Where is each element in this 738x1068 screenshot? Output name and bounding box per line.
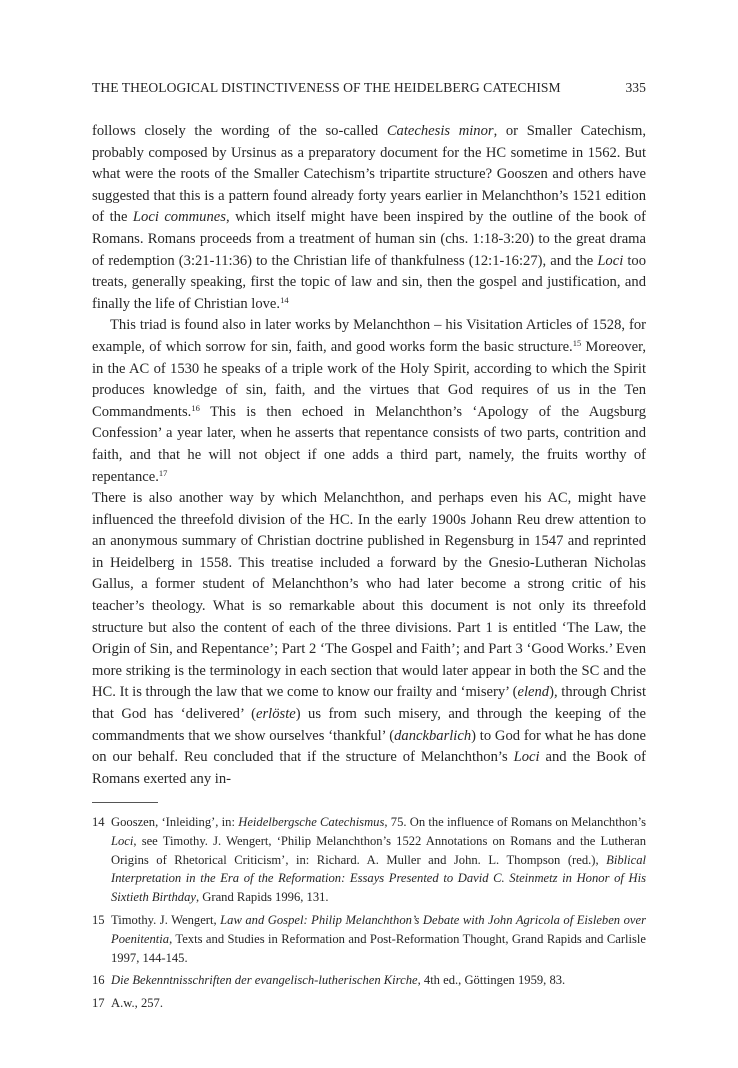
text-run: , or Smaller Catechism, probably composed by Ursinus as a preparatory document for the HC sometime in 1562. But what were the roots of the Smaller Catechism’s tripartite structure? Gooszen and others have suggested that this is a pattern found already forty years earlier in Melanchthon’s 1521 edition of the <box>92 123 646 226</box>
paragraph-2 <box>92 315 646 488</box>
footnote-16 <box>92 971 646 990</box>
italic-run: erlöste <box>256 706 296 723</box>
italic-run: Heidelbergsche Catechismus <box>238 815 385 829</box>
footnote-ref-16[interactable]: 16 <box>191 402 200 413</box>
footnote-number: 15 <box>92 912 105 927</box>
footnote-17 <box>92 994 646 1013</box>
paragraph-3 <box>92 488 646 790</box>
text-run: Moreover, in the AC of 1530 he speaks of a triple work of the Holy Spirit, according to which the Spirit produces knowledge of sin, faith, and the virtues that God requires of us in the Ten Commandments. <box>92 338 646 420</box>
text-run: , 75. On the influence of Romans on Melanchthon’s <box>384 815 646 829</box>
italic-run: Die Bekenntnisschriften der evangelisch-lutherischen Kirche <box>111 973 418 988</box>
footnote-number: 14 <box>92 815 105 829</box>
text-run: A.w., 257. <box>111 996 164 1011</box>
italic-run: danckbarlich <box>394 727 472 744</box>
text-run: , which itself might have been inspired by the outline of the book of Romans. Romans proceeds from a treatment of human sin (chs. 1:18-3:20) to the great drama of redemption (3:21-11:36) to the Christian life of thankfulness (12:1-16:27), and the <box>92 209 646 269</box>
text-run: ) to God for what he has done on our behalf. Reu concluded that if the structure of Melanchthon’s <box>92 727 646 766</box>
italic-run: Loci <box>111 833 134 848</box>
page-number: 335 <box>625 80 646 95</box>
footnote-ref-14[interactable]: 14 <box>280 294 289 305</box>
text-run: This is then echoed in Melanchthon’s ‘Apology of the Augsburg Confession’ a year later, when he asserts that repentance consists of two parts, contrition and faith, and that he will not object if one adds a third part, namely, the fruits worthy of repentance. <box>92 403 646 485</box>
italic-run: Law and Gospel: Philip Melanchthon’s Debate with John Agricola of Eisleben over Poenitentia <box>111 912 646 946</box>
text-run: , see Timothy. J. Wengert, ‘Philip Melanchthon’s 1522 Annotations on Romans and the Lutheran Origins of Rhetorical Criticism’, in: Richard. A. Muller and John. L. Thompson (red.), <box>111 833 646 867</box>
text-run: Timothy. J. Wengert, <box>111 912 221 927</box>
italic-run: Biblical Interpretation in the Era of the Reformation: Essays Presented to David C. Steinmetz in Honor of His Sixtieth Birthday <box>111 852 646 905</box>
italic-run: Catechesis minor <box>386 123 494 139</box>
paragraph-1 <box>92 121 646 315</box>
main-text <box>92 121 646 790</box>
footnote-14 <box>92 813 646 907</box>
footnotes <box>92 813 646 1017</box>
italic-run: elend <box>517 684 550 701</box>
running-title: THE THEOLOGICAL DISTINCTIVENESS OF THE HEIDELBERG CATECHISM <box>92 80 561 95</box>
text-run: too treats, generally speaking, first the topic of law and sin, then the gospel and justification, and finally the life of Christian love. <box>92 252 647 312</box>
text-run: Gooszen, ‘Inleiding’, in: <box>111 815 239 829</box>
text-run: ), through Christ that God has ‘delivered’ ( <box>92 684 647 723</box>
footnote-number: 17 <box>92 996 105 1011</box>
italic-run: Loci <box>513 749 540 766</box>
footnote-number: 16 <box>92 973 105 988</box>
footnote-ref-15[interactable]: 15 <box>572 337 582 348</box>
text-run: and the Book of Romans exerted any in- <box>92 749 646 787</box>
text-run: , Grand Rapids 1996, 131. <box>196 890 329 905</box>
text-run: There is also another way by which Melanchthon, and perhaps even his AC, might have influenced the threefold division of the HC. In the early 1900s Johann Reu drew attention to an anonymous summary of Christian doctrine published in Regensburg in 1547 and reprinted in Heidelberg in 1558. This treatise included a forward by the Gnesio-Lutheran Nicholas Gallus, a former student of Melanchthon’s who had later become a strong critic of his teacher’s theology. What is so remarkable about this document is not only its threefold structure but also the content of each of the three divisions. Part 1 is entitled ‘The Law, the Origin of Sin, and Repentance’; Part 2 ‘The Gospel and Faith’; and Part 3 ‘Good Works.’ Even more striking is the terminology in each section that would later appear in both the SC and the HC. It is through the law that we come to know our frailty and ‘misery’ ( <box>92 490 646 701</box>
text-run: ) us from such misery, and through the keeping of the commandments that we show ourselves ‘thankful’ ( <box>92 706 646 744</box>
running-header <box>92 79 646 97</box>
text-run: This triad is found also in later works by Melanchthon – his Visitation Articles of 1528, for example, of which sorrow for sin, faith, and good works form the basic structure. <box>92 317 646 355</box>
italic-run: Loci <box>597 252 624 269</box>
footnote-15 <box>92 911 646 967</box>
text-run: , Texts and Studies in Reformation and Post-Reformation Thought, Grand Rapids and Carlisle 1997, 144-145. <box>111 931 646 965</box>
text-run: , 4th ed., Göttingen 1959, 83. <box>417 973 566 988</box>
footnote-separator <box>92 802 158 803</box>
text-run: follows closely the wording of the so-called <box>92 123 387 139</box>
footnote-ref-17[interactable]: 17 <box>158 467 168 478</box>
italic-run: Loci communes <box>132 209 226 226</box>
